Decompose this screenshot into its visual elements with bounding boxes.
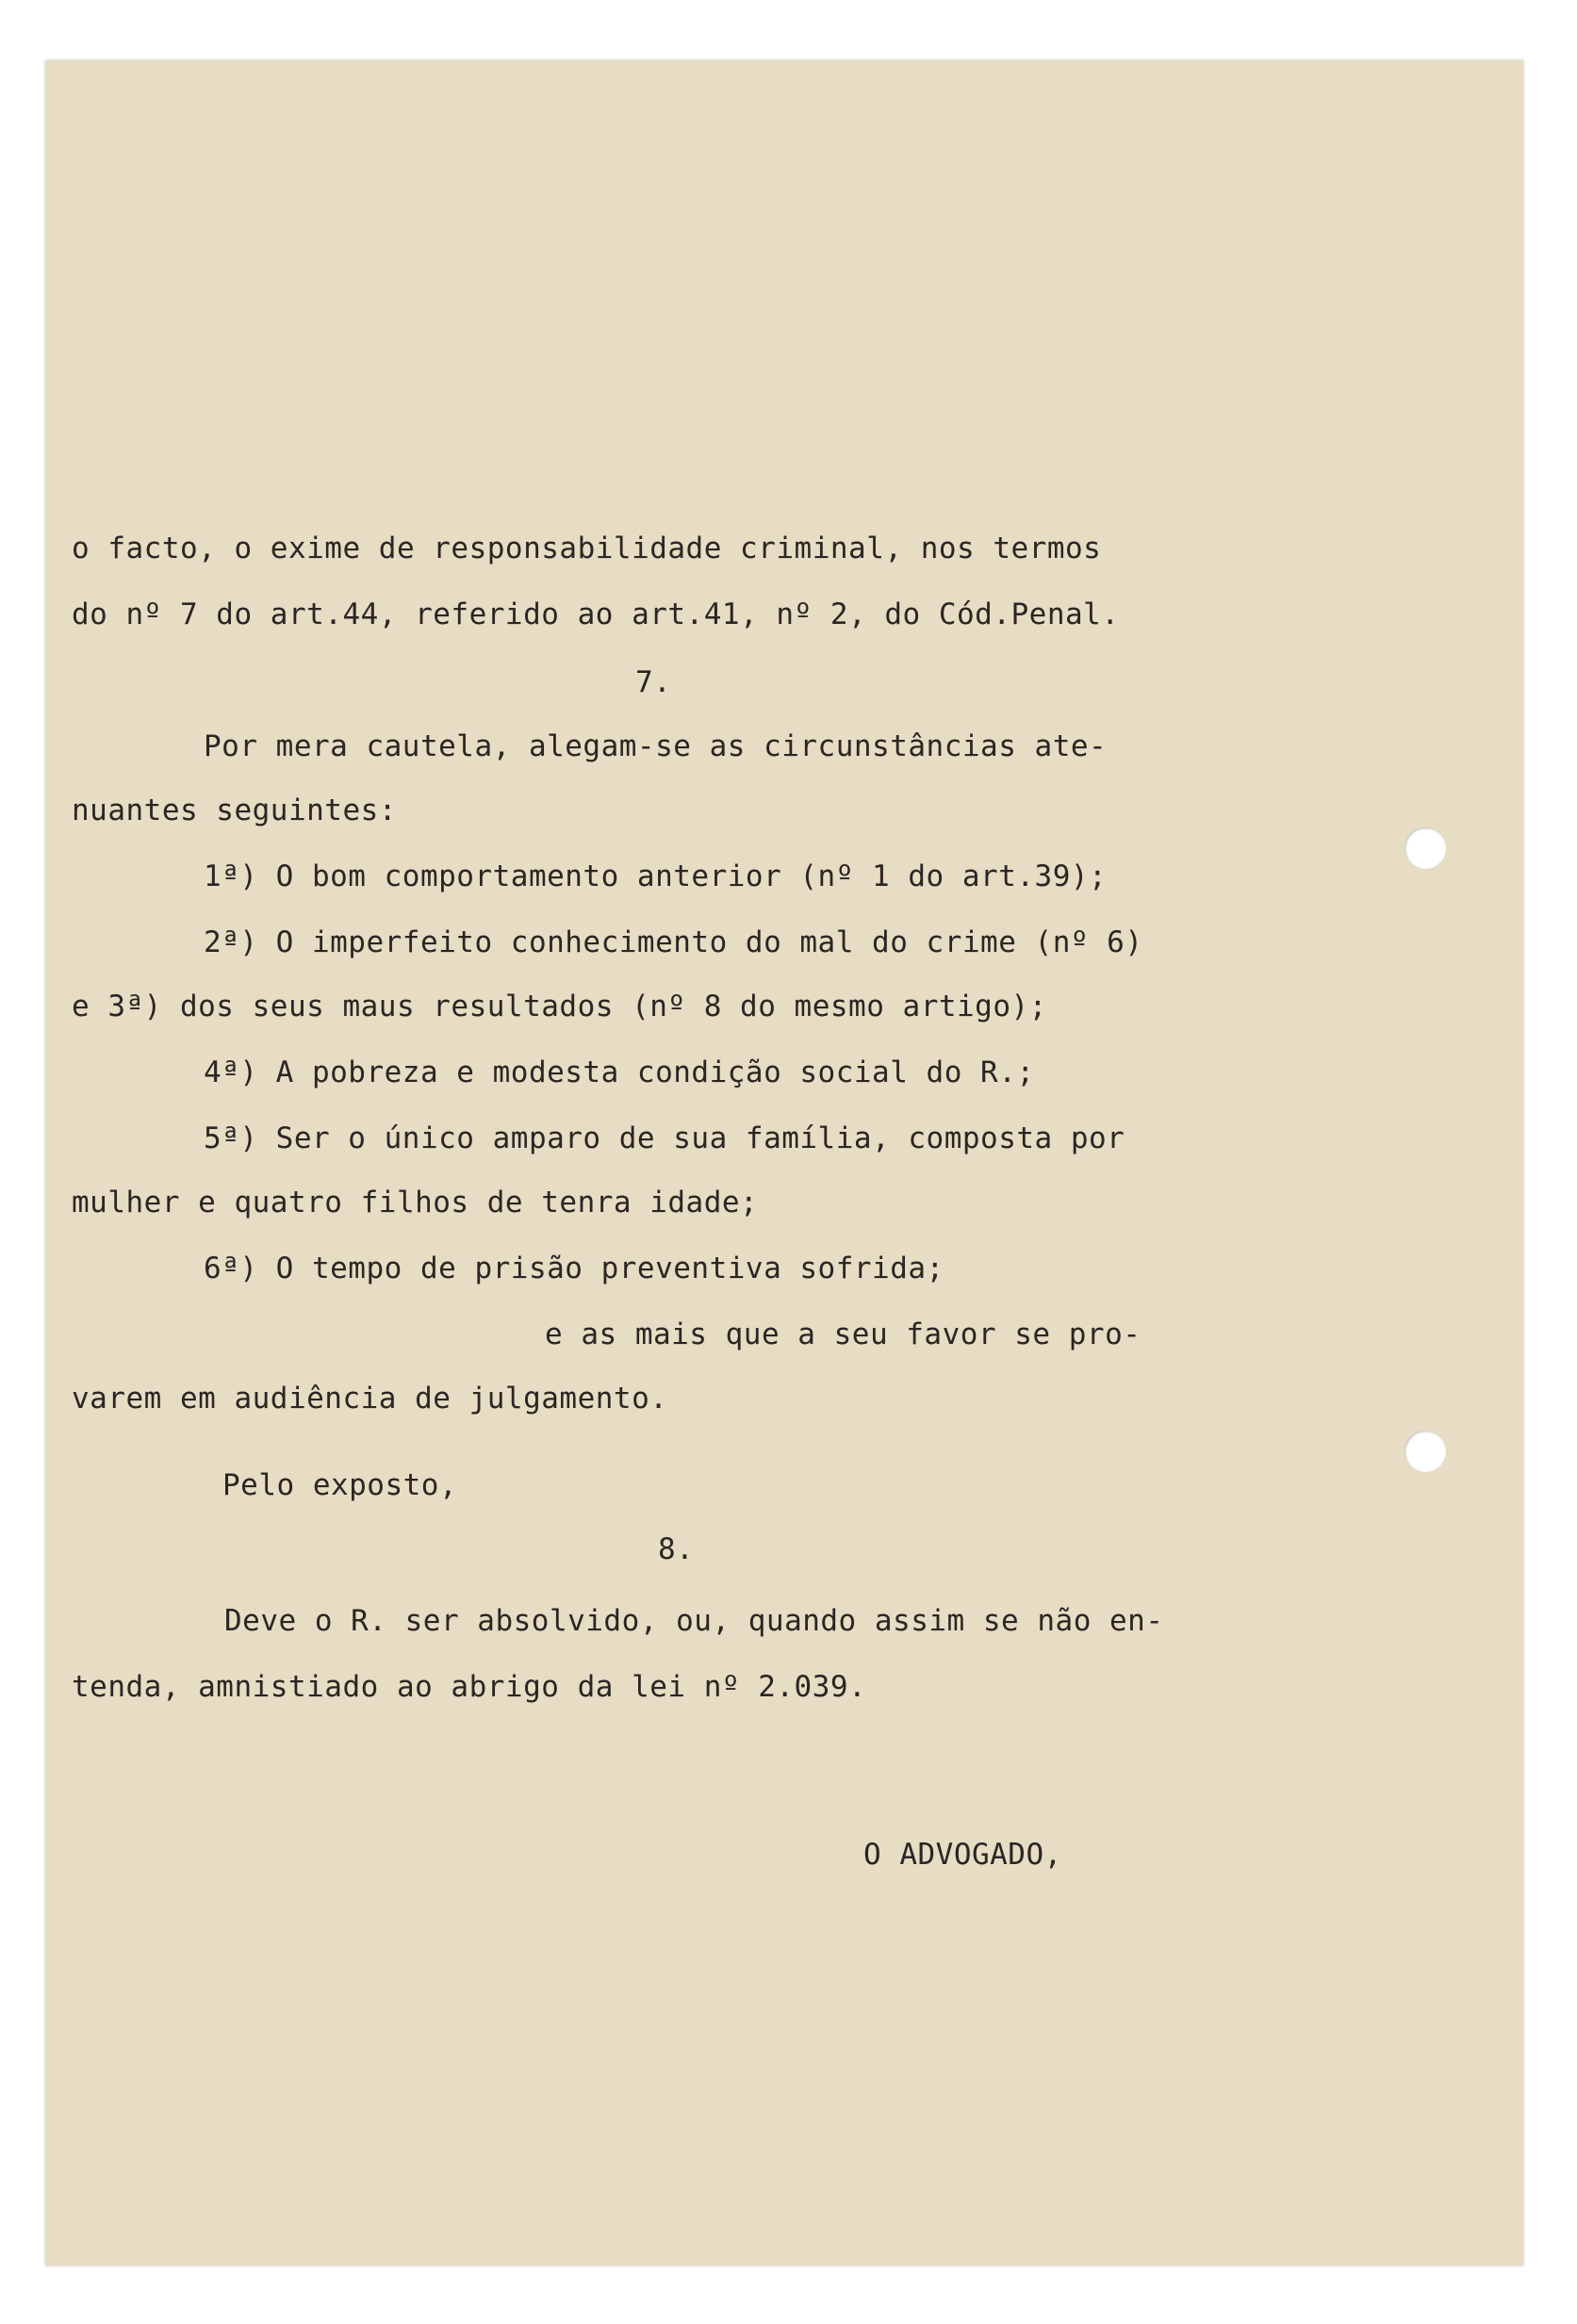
document-page xyxy=(45,60,1523,2266)
text-line: e as mais que a seu favor se pro- xyxy=(545,1317,1142,1351)
text-line: o facto, o exime de responsabilidade criminal, nos termos xyxy=(72,532,1102,565)
list-item: 5ª) Ser o único amparo de sua família, composta por xyxy=(204,1121,1125,1155)
text-line: tenda, amnistiado ao abrigo da lei nº 2.039. xyxy=(72,1670,867,1704)
section-number: 8. xyxy=(658,1532,695,1566)
signature-label: O ADVOGADO, xyxy=(863,1838,1062,1872)
list-item: 1ª) O bom comportamento anterior (nº 1 do art.39); xyxy=(204,859,1108,893)
list-item: 2ª) O imperfeito conhecimento do mal do crime (nº 6) xyxy=(204,925,1143,959)
list-item: e 3ª) dos seus maus resultados (nº 8 do mesmo artigo); xyxy=(72,990,1047,1023)
text-line: mulher e quatro filhos de tenra idade; xyxy=(72,1186,759,1219)
list-item: 6ª) O tempo de prisão preventiva sofrida; xyxy=(204,1252,945,1285)
punch-hole-bottom xyxy=(1405,1431,1446,1472)
punch-hole-top xyxy=(1405,827,1446,869)
text-line: Pelo exposto, xyxy=(222,1468,458,1502)
text-line: Deve o R. ser absolvido, ou, quando assim se não en- xyxy=(224,1604,1164,1638)
section-number: 7. xyxy=(635,665,672,699)
text-line: varem em audiência de julgamento. xyxy=(72,1382,668,1416)
text-line: do nº 7 do art.44, referido ao art.41, nº 2, do Cód.Penal. xyxy=(72,597,1120,631)
text-line: nuantes seguintes: xyxy=(72,794,397,827)
list-item: 4ª) A pobreza e modesta condição social do R.; xyxy=(204,1056,1035,1089)
text-line: Por mera cautela, alegam-se as circunstâncias ate- xyxy=(204,729,1108,763)
